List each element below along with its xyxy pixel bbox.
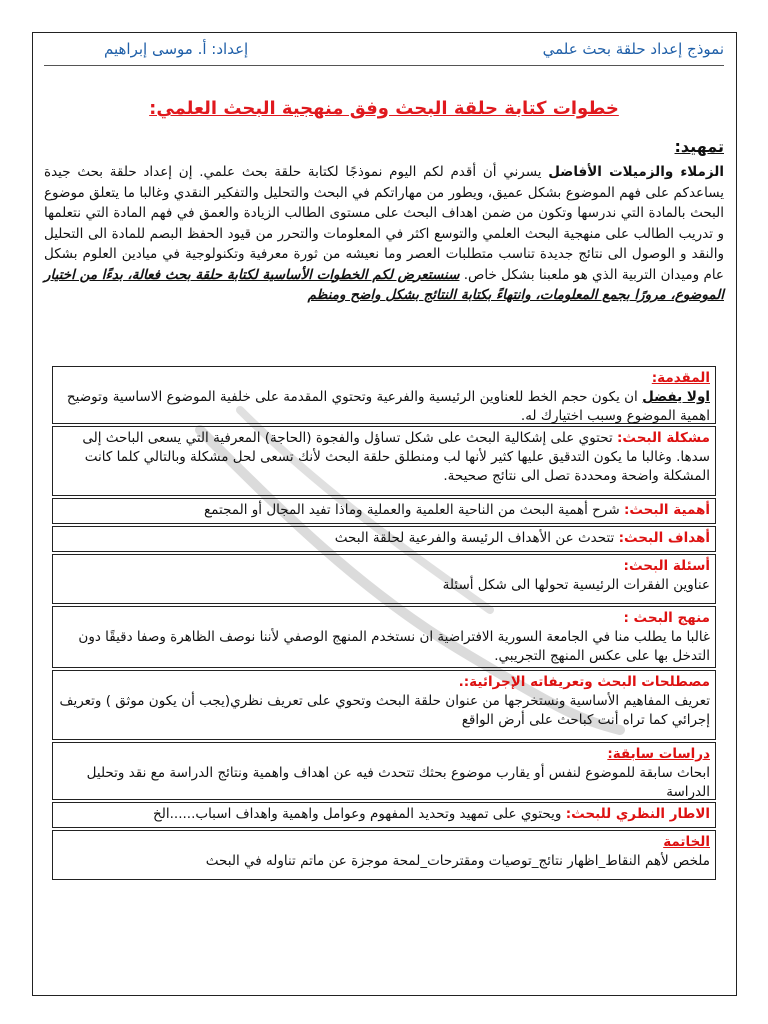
section-text: ويحتوي على تمهيد وتحديد المفهوم وعوامل واهمية واهداف اسباب......الخ <box>153 806 566 822</box>
section-text: غالبا ما يطلب منا في الجامعة السورية الافتراضية ان نستخدم المنهج الوصفي لأننا نوصف الظاهرة وصفا دقيقًا دون التدخل بها على عكس المنهج التجريبي. <box>78 629 710 664</box>
header-author: إعداد: أ. موسى إبراهيم <box>104 40 249 58</box>
header-divider <box>44 65 724 66</box>
section-label: دراسات سابقة: <box>607 746 710 762</box>
intro-lead: الزملاء والزميلات الأفاضل <box>548 164 725 180</box>
section-terms <box>52 670 716 740</box>
section-importance <box>52 498 716 524</box>
section-theoretical-framework <box>52 802 716 828</box>
intro-paragraph <box>44 162 724 306</box>
section-problem <box>52 426 716 496</box>
section-label: أسئلة البحث: <box>623 558 710 574</box>
section-text: ابحاث سابقة للموضوع لنفس أو يقارب موضوع بحثك تتحدث فيه عن اهداف واهمية ونتائج الدراسة مع نقد وتحليل الدراسة <box>86 765 710 800</box>
sections-list <box>52 366 716 902</box>
section-label: أهمية البحث: <box>623 502 710 518</box>
section-methodology <box>52 606 716 668</box>
section-text: عناوين الفقرات الرئيسية تحولها الى شكل أسئلة <box>442 577 710 593</box>
section-label: مشكلة البحث: <box>617 430 710 446</box>
section-label: الخاتمة <box>663 834 710 850</box>
section-previous-studies <box>52 742 716 800</box>
section-label: منهج البحث : <box>623 610 710 626</box>
section-label: الاطار النظري للبحث: <box>565 806 710 822</box>
header-doc-title: نموذج إعداد حلقة بحث علمي <box>542 40 724 58</box>
section-label: المقدمة: <box>651 370 710 386</box>
section-conclusion <box>52 830 716 880</box>
section-objectives <box>52 526 716 552</box>
section-label: مصطلحات البحث وتعريفاته الإجرائية:. <box>458 674 710 690</box>
intro-body: يسرني أن أقدم لكم اليوم نموذجًا لكتابة حلقة بحث علمي. إن إعداد حلقة بحث جيدة يساعدكم على فهم الموضوع بشكل عميق، ويطور من مهاراتكم في البحث والتحليل والتفكير النقدي وغالبا ما يتعلق موضوع البحث بالمادة التي ندرسها وتكون من ضمن اهداف البحث على مستوى الطالب الزيادة والعمق في فهم المادة التي نتعلمها و تدريب الطالب على منهجية البحث العلمي والتوسع اكثر في المعلومات والتحرر من قيود الحفظ البصم للمادة الى التحليل والنقد و الوصول الى نتائج جديدة تناسب متطلبات العصر وما نعيشه من ثورة معرفية وتكنولوجية في ميادين العلوم بشكل عام وميدان التربية الذي هو ملعبنا بشكل خاص. <box>44 164 724 283</box>
section-introduction <box>52 366 716 424</box>
section-text: ان يكون حجم الخط للعناوين الرئيسية والفرعية وتحتوي المقدمة على خلفية الموضوع الاساسية وتوضيح اهمية الموضوع وسبب اختيارك له. <box>66 389 710 424</box>
section-questions <box>52 554 716 604</box>
section-text: ملخص لأهم النقاط_اظهار نتائج_توصيات ومقترحات_لمحة موجزة عن ماتم تناوله في البحث <box>205 853 710 869</box>
document-title: خطوات كتابة حلقة البحث وفق منهجية البحث العلمي: <box>149 98 619 119</box>
section-text: تحتوي على إشكالية البحث على شكل تساؤل والفجوة (الحاجة) المعرفية التي يسعى الباحث إلى سدها. وغالبا ما يكون التدقيق عليها كثير لأنها لب ومنطلق حلقة البحث لأنك تسعى لحل مشكلة وبالتالي كلما كانت المشكلة واضحة ومحددة تصل الى نتائج صحيحة. <box>82 430 710 484</box>
section-text: شرح أهمية البحث من الناحية العلمية والعملية وماذا تفيد المجال أو المجتمع <box>204 502 624 518</box>
page-header <box>44 40 724 60</box>
intro-closing: سنستعرض لكم الخطوات الأساسية لكتابة حلقة بحث فعالة، بدءًا من اختيار الموضوع، مرورًا بجمع المعلومات، وانتهاءً بكتابة النتائج بشكل واضح ومنظم <box>44 266 724 303</box>
intro-heading: تمهيد: <box>674 137 724 156</box>
section-text: تعريف المفاهيم الأساسية ونستخرجها من عنوان حلقة البحث وتحوي على تعريف نظري(يجب أن يكون موثق ) وتعريف إجرائي كما تراه أنت كباحث على أرض الواقع <box>59 693 710 728</box>
section-label: أهداف البحث: <box>618 530 710 546</box>
section-lead: اولا يفضل <box>642 389 710 405</box>
section-text: تتحدث عن الأهداف الرئيسة والفرعية لحلقة البحث <box>334 530 619 546</box>
